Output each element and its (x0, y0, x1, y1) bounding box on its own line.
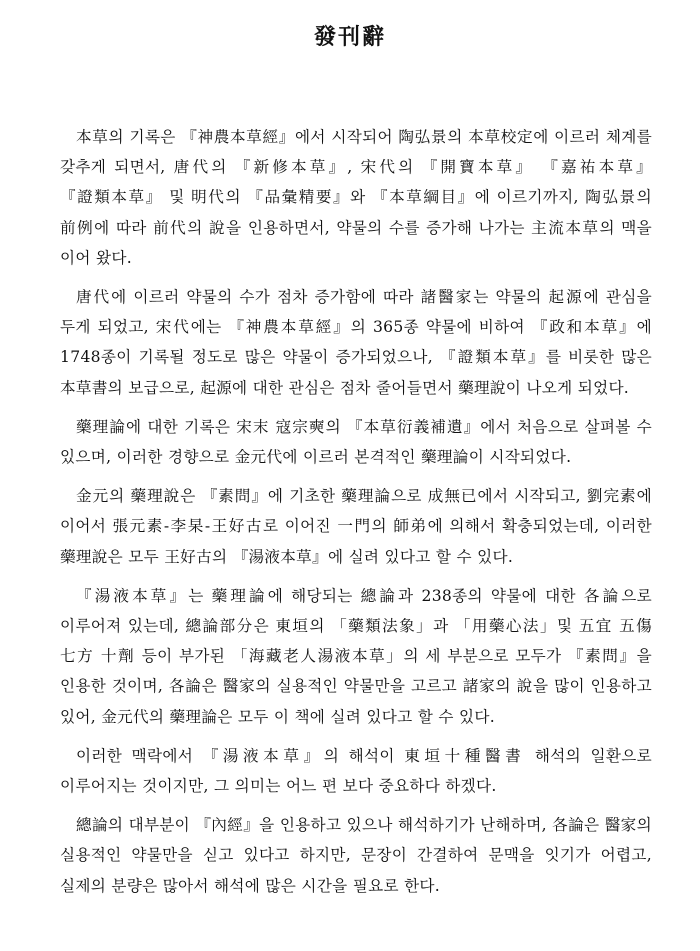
paragraph: 總論의 대부분이 『內經』을 인용하고 있으나 해석하기가 난해하며, 各論은 醫家의 실용적인 약물만을 싣고 있다고 하지만, 문장이 간결하여 문맥을 잇기가 어렵고, 실제의 분량은 많아서 해석에 많은 시간을 필요로 한다. (60, 816, 652, 895)
body-text (60, 122, 652, 910)
page-title: 發刊辭 (313, 24, 386, 50)
paragraph: 『湯液本草』는 藥理論에 해당되는 總論과 238종의 약물에 대한 各論으로 이루어져 있는데, 總論部分은 東垣의 「藥類法象」과 「用藥心法」및 五宜 五傷 七方 十劑 등이 부가된 「海藏老人湯液本草」의 세 부분으로 모두가 『素問』을 인용한 것이며, 各論은 醫家의 실용적인 약물만을 고르고 諸家의 說을 많이 인용하고 있어, 金元代의 藥理論은 모두 이 책에 실려 있다고 할 수 있다. (60, 586, 652, 726)
paragraph: 唐代에 이르러 약물의 수가 점차 증가함에 따라 諸醫家는 약물의 起源에 관심을 두게 되었고, 宋代에는 『神農本草經』의 365종 약물에 비하여 『政和本草』에 1748종이 기록될 정도로 많은 약물이 증가되었으나, 『證類本草』를 비롯한 많은 本草書의 보급으로, 起源에 대한 관심은 점차 줄어들면서 藥理說이 나오게 되었다. (60, 288, 652, 397)
paragraph: 이러한 맥락에서 『湯液本草』의 해석이 東垣十種醫書 해석의 일환으로 이루어지는 것이지만, 그 의미는 어느 편 보다 중요하다 하겠다. (60, 746, 652, 796)
paragraph: 藥理論에 대한 기록은 宋末 寇宗奭의 『本草衍義補遺』에서 처음으로 살펴볼 수 있으며, 이러한 경향으로 金元代에 이르러 본격적인 藥理論이 시작되었다. (60, 417, 652, 467)
paragraph: 金元의 藥理說은 『素問』에 기초한 藥理論으로 成無已에서 시작되고, 劉完素에 이어서 張元素-李杲-王好古로 이어진 一門의 師弟에 의해서 확충되었는데, 이러한 藥理說은 모두 王好古의 『湯液本草』에 실려 있다고 할 수 있다. (60, 487, 652, 566)
paragraph: 本草의 기록은 『神農本草經』에서 시작되어 陶弘景의 本草校定에 이르러 체계를 갖추게 되면서, 唐代의 『新修本草』, 宋代의 『開寶本草』 『嘉祐本草』 『證類本草』 및 明代의 『品彙精要』와 『本草綱目』에 이르기까지, 陶弘景의 前例에 따라 前代의 說을 인용하면서, 약물의 수를 증가해 나가는 主流本草의 맥을 이어 왔다. (60, 128, 652, 267)
